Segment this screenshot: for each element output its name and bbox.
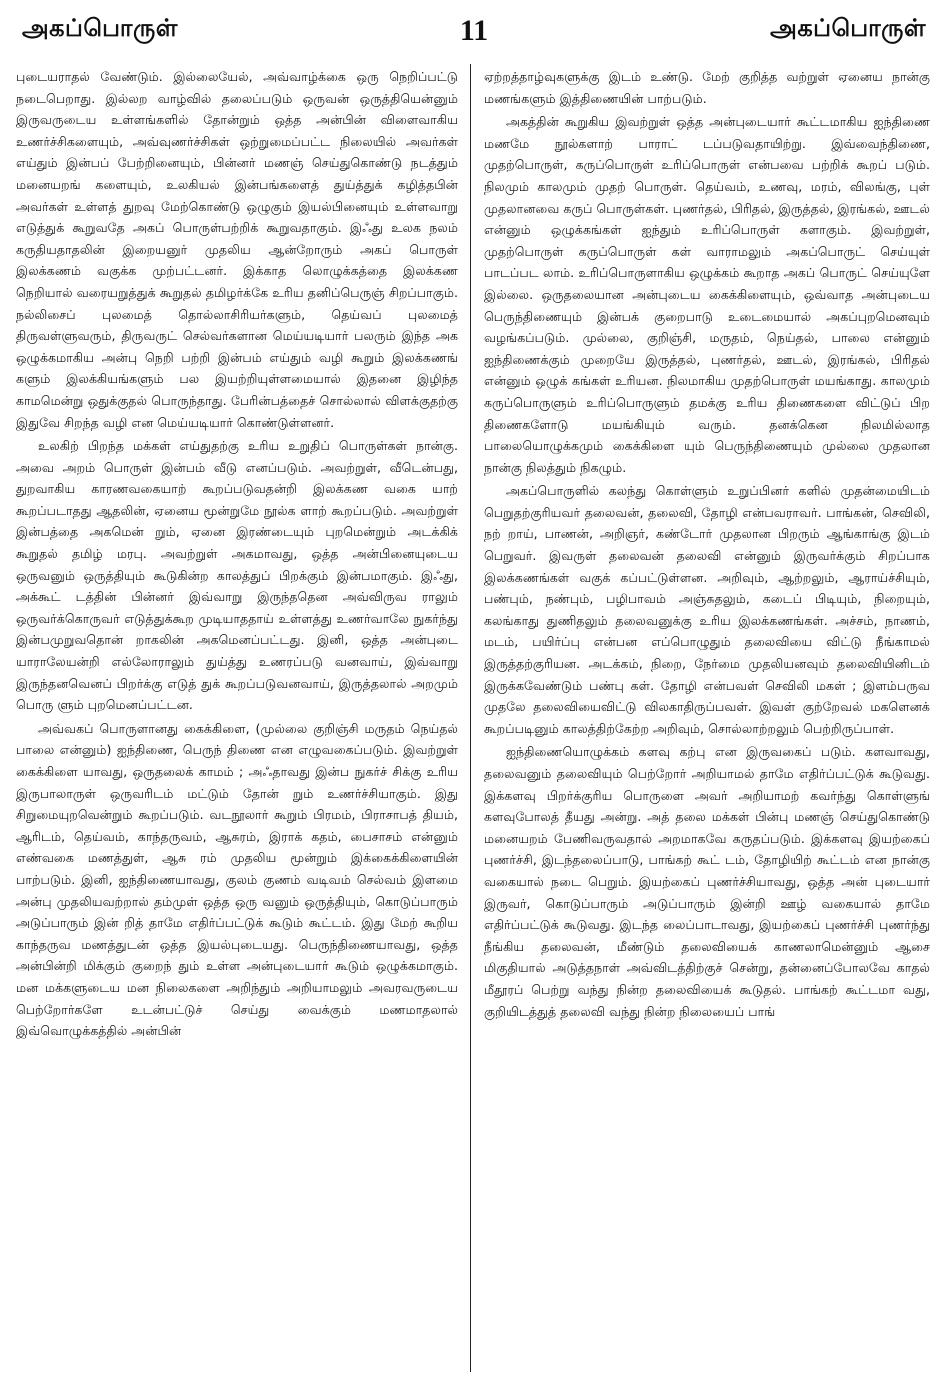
page-header: [0, 0, 948, 56]
paragraph: அகப்பொருளில் கலந்து கொள்ளும் உறுப்பினர் களில் முதன்மையிடம் பெறுதற்குரியவர் தலைவன், தலைவி, தோழி என்பவராவர். பாங்கன், செவிலி, நற் றாய், பாணன், அறிஞர், கண்டோர் முதலான பிறரும் ஆங்காங்கு இடம் பெறுவர். இவருள் தலைவன் தலைவி என்னும் இருவர்க்கும் சிறப்பாக இலக்கணங்கள் வகுக் கப்பட்டுள்ளன. அறிவும், ஆற்றலும், ஆராய்ச்சியும், பண்பும், நண்பும், பழிபாவம் அஞ்சுதலும், கடைப் பிடியும், நிறையும், கலங்காது துணிதலும் தலைவனுக்கு உரிய இலக்கணங்கள். அச்சம், நாணம், மடம், பயிர்ப்பு என்பன எப்பொழுதும் தலைவியை விட்டு நீங்காமல் இருத்தற்குரியன. அடக்கம், நிறை, நேர்மை முதலியனவும் தலைவியினிடம் இருக்கவேண்டும் பண்பு கள். தோழி என்பவள் செவிலி மகள் ; இளம்பருவ முதலே தலைவியைவிட்டு விலகாதிருப்பவள். இவள் குற்றேவல் மகளெனக் கூறப்படினும் காலத்திற்கேற்ற அறிவும், சொல்லாற்றலும் பெற்றிருப்பாள்.: [484, 483, 930, 736]
paragraph: ஐந்திணையொழுக்கம் களவு கற்பு என இருவகைப் படும். களவாவது, தலைவனும் தலைவியும் பெற்றோர் அறியாமல் தாமே எதிர்ப்பட்டுக் கூடுவது. இக்களவு பிறர்க்குரிய பொருளை அவர் அறியாமற் கவர்ந்து கொள்ளுங் களவுபோலத் தீயது அன்று. அத் தலை மக்கள் பின்பு மணஞ் செய்துகொண்டு மனையறம் பேணிவருவதால் அறமாகவே கருதப்படும். இக்களவு இயற்கைப் புணர்ச்சி, இடந்தலைப்பாடு, பாங்கற் கூட் டம், தோழியிற் கூட்டம் என நான்கு வகையால் நடை பெறும். இயற்கைப் புணர்ச்சியாவது, ஒத்த அன் புடையார் இருவர், கொடுப்பாரும் அடுப்பாரும் இன்றி ஊழ் வகையால் தாமே எதிர்ப்பட்டுக் கூடுவது. இடந்த லைப்பாடாவது, இயற்கைப் புணர்ச்சி புணர்ந்து நீங்கிய தலைவன், மீண்டும் தலைவியைக் காணலாமென்னும் ஆசை மிகுதியால் அடுத்தநாள் அவ்விடத்திற்குச் சென்று, தன்னைப்போலவே காதல் மீதூரப் பெற்று வந்து நின்ற தலைவியைக் கூடுதல். பாங்கற் கூட்டமா வது, குறியிடத்துத் தலைவி வந்து நின்ற நிலையைப் பாங்: [484, 744, 930, 1019]
running-title-right: அகப்பொருள்: [770, 14, 926, 42]
paragraph: அவ்வகப் பொருளானது கைக்கிளை, (முல்லை குறிஞ்சி மருதம் நெய்தல் பாலை என்னும்) ஐந்திணை, பெருந் திணை என எழுவகைப்படும். இவற்றுள் கைக்கிளை யாவது, ஒருதலைக் காமம் ; அஃதாவது இன்ப நுகர்ச் சிக்கு உரிய இருபாலாருள் ஒருவரிடம் மட்டும் தோன் றும் உணர்ச்சியாகும். இது சிறுமையுறவென்றும் கூறப்படும். வடநூலார் கூறும் பிரமம், பிராசாபத் தியம், ஆரிடம், தெய்வம், காந்தருவம், ஆசுரம், இராக் கதம், பைசாசம் என்னும் எண்வகை மணத்துள், ஆசு ரம் முதலிய மூன்றும் இக்கைக்கிளையின் பாற்படும். இனி, ஐந்திணையாவது, குலம் குணம் வடிவம் செல்வம் இளமை அன்பு முதலியவற்றால் தம்முள் ஒத்த ஒரு வனும் ஒருத்தியும், கொடுப்பாரும் அடுப்பாரும் இன் றித் தாமே எதிர்ப்பட்டுக் கூடும் கூட்டம். இது மேற் கூறிய காந்தருவ மணத்துடன் ஒத்த இயல்புடையது. பெருந்திணையாவது, ஒத்த அன்பின்றி மிக்கும் குறைந் தும் உள்ள அன்புடையார் கூடும் ஒழுக்கமாகும். மன மக்களுடைய மன நிலைகளை அறிந்தும் அறியாமலும் அவரவருடைய பெற்றோர்களே உடன்பட்டுச் செய்து வைக்கும் மணமாதலால் இவ்வொழுக்கத்தில் அன்பின்: [16, 720, 458, 1039]
running-title-left: அகப்பொருள்: [22, 14, 178, 42]
left-column: [16, 66, 458, 1371]
column-divider: [470, 64, 471, 1372]
page-number: 11: [459, 14, 489, 47]
paragraph: உலகிற் பிறந்த மக்கள் எய்துதற்கு உரிய உறுதிப் பொருள்கள் நான்கு. அவை அறம் பொருள் இன்பம் வீடு எனப்படும். அவற்றுள், வீடென்பது, துறவாகிய காரணவகையாற் கூறப்படுவதன்றி இலக்கண வகை யாற் கூறப்படாதது ஆதலின், ஏனைய மூன்றுமே நூல்க ளாற் கூறப்படும். அவற்றுள் இன்பத்தை அகமென் றும், ஏனை இரண்டையும் புறமென்றும் அடக்கிக் கூறுதல் தமிழ் மரபு. அவற்றுள் அகமாவது, ஒத்த அன்பினையுடைய ஒருவனும் ஒருத்தியும் கூடுகின்ற காலத்துப் பிறக்கும் இன்பமாகும். இஃது, அக்கூட் டத்தின் பின்னர் இவ்வாறு இருந்ததென அவ்விருவ ராலும் ஒருவர்க்கொருவர் எடுத்துக்கூற முடியாததாய் உள்ளத்து உணர்வாலே நுகர்ந்து இன்பமுறுவதொன் றாகலின் அகமெனப்பட்டது. இனி, ஒத்த அன்புடை யாராலேயன்றி எல்லோராலும் துய்த்து உணரப்படு வனவாய், இவ்வாறு இருந்தனவெனப் பிறர்க்கு எடுத் துக் கூறப்படுவனவாய், இருத்தலால் அறமும் பொரு ளும் புறமெனப்பட்டன.: [16, 438, 458, 713]
right-column: [484, 66, 930, 1371]
paragraph: அகத்தின் கூறுகிய இவற்றுள் ஒத்த அன்புடையார் கூட்டமாகிய ஐந்திணை மணமே நூல்களாற் பாராட் டப்படுவதாயிற்று. இவ்வைந்திணை, முதற்பொருள், கருப்பொருள் உரிப்பொருள் என்பவை பற்றிக் கூறப் படும். நிலமும் காலமும் முதற் பொருள். தெய்வம், உணவு, மரம், விலங்கு, புள் முதலானவை கருப் பொருள்கள். புணர்தல், பிரிதல், இருத்தல், இரங்கல், ஊடல் என்னும் ஒழுக்கங்கள் ஐந்தும் உரிப்பொருள் களாகும். இவற்றுள், முதற்பொருள் கருப்பொருள் கள் வாராமலும் அகப்பொருட் செய்யுள் பாடப்பட லாம். உரிப்பொருளாகிய ஒழுக்கம் கூறாத அகப் பொருட் செய்யுளே இல்லை. ஒருதலையான அன்புடைய கைக்கிளையும், ஒவ்வாத அன்புடைய பெருந்திணையும் இன்பக் குறைபாடு உடைமையால் அகப்புறமெனவும் வழங்கப்படும். முல்லை, குறிஞ்சி, மருதம், நெய்தல், பாலை என்னும் ஐந்திணைக்கும் முறையே இருத்தல், புணர்தல், ஊடல், இரங்கல், பிரிதல் என்னும் ஒழுக் கங்கள் உரியன. நிலமாகிய முதற்பொருள் மயங்காது. காலமும் கருப்பொருளும் உரிப்பொருளும் தமக்கு உரிய திணைகளை விட்டுப் பிற திணைகளோடு மயங்கியும் வரும். தனக்கென நிலமில்லாத பாலையொழுக்கமும் கைக்கிளை யும் பெருந்திணையும் முல்லை முதலான நான்கு நிலத்தும் நிகழும்.: [484, 114, 930, 475]
paragraph: ஏற்றத்தாழ்வுகளுக்கு இடம் உண்டு. மேற் குறித்த வற்றுள் ஏனைய நான்கு மணங்களும் இத்திணையின் பாற்படும்.: [484, 69, 930, 106]
paragraph: புடையராதல் வேண்டும். இல்லையேல், அவ்வாழ்க்கை ஒரு நெறிப்பட்டு நடைபெறாது. இல்லற வாழ்வில் தலைப்படும் ஒருவன் ஒருத்தியென்னும் இருவருடைய உள்ளங்களில் தோன்றும் ஒத்த அன்பின் விளைவாகிய உணர்ச்சிகளையும், அவ்வுணர்ச்சிகள் ஒற்றுமைப்பட்ட நிலையில் அவர்கள் எய்தும் இன்பப் பேற்றினையும், பின்னர் மணஞ் செய்துகொண்டு நடத்தும் மனையறங் களையும், உலகியல் இன்பங்களைத் துய்த்துக் கழித்தபின் அவர்கள் உள்ளத் துறவு மேற்கொண்டு ஒழுகும் இயல்பினையும் உள்ளவாறு எடுத்துக் கூறுவதே அகப் பொருள்பற்றிக் கூறுவதாகும். இஃது உலக நலம் கருதியதாதலின் இறையனுர் முதலிய ஆன்றோரும் அகப் பொருள் இலக்கணம் வகுக்க முற்பட்டனர். இக்காத லொழுக்கத்தை இலக்கண நெறியால் வரையறுத்துக் கூறுதல் தமிழர்க்கே உரிய தனிப்பெருஞ் சிறப்பாகும். நல்லிசைப் புலமைத் தொல்லாசிரியர்களும், தெய்வப் புலமைத் திருவள்ளுவரும், திருவருட் செல்வர்களான மெய்யடியார் பலரும் இந்த அக ஒழுக்கமாகிய அன்பு நெறி பற்றி இன்பம் எய்தும் வழி கூறும் இலக்கணங் களும் இலக்கியங்களும் பல இயற்றியுள்ளமையால் இதனை இழிந்த காமமென்று ஒதுக்குதல் பொருந்தாது. பேரின்பத்தைச் சொல்லால் விளக்குதற்கு இதுவே சிறந்த வழி என மெய்யடியார் கொண்டுள்ளனர்.: [16, 69, 458, 430]
